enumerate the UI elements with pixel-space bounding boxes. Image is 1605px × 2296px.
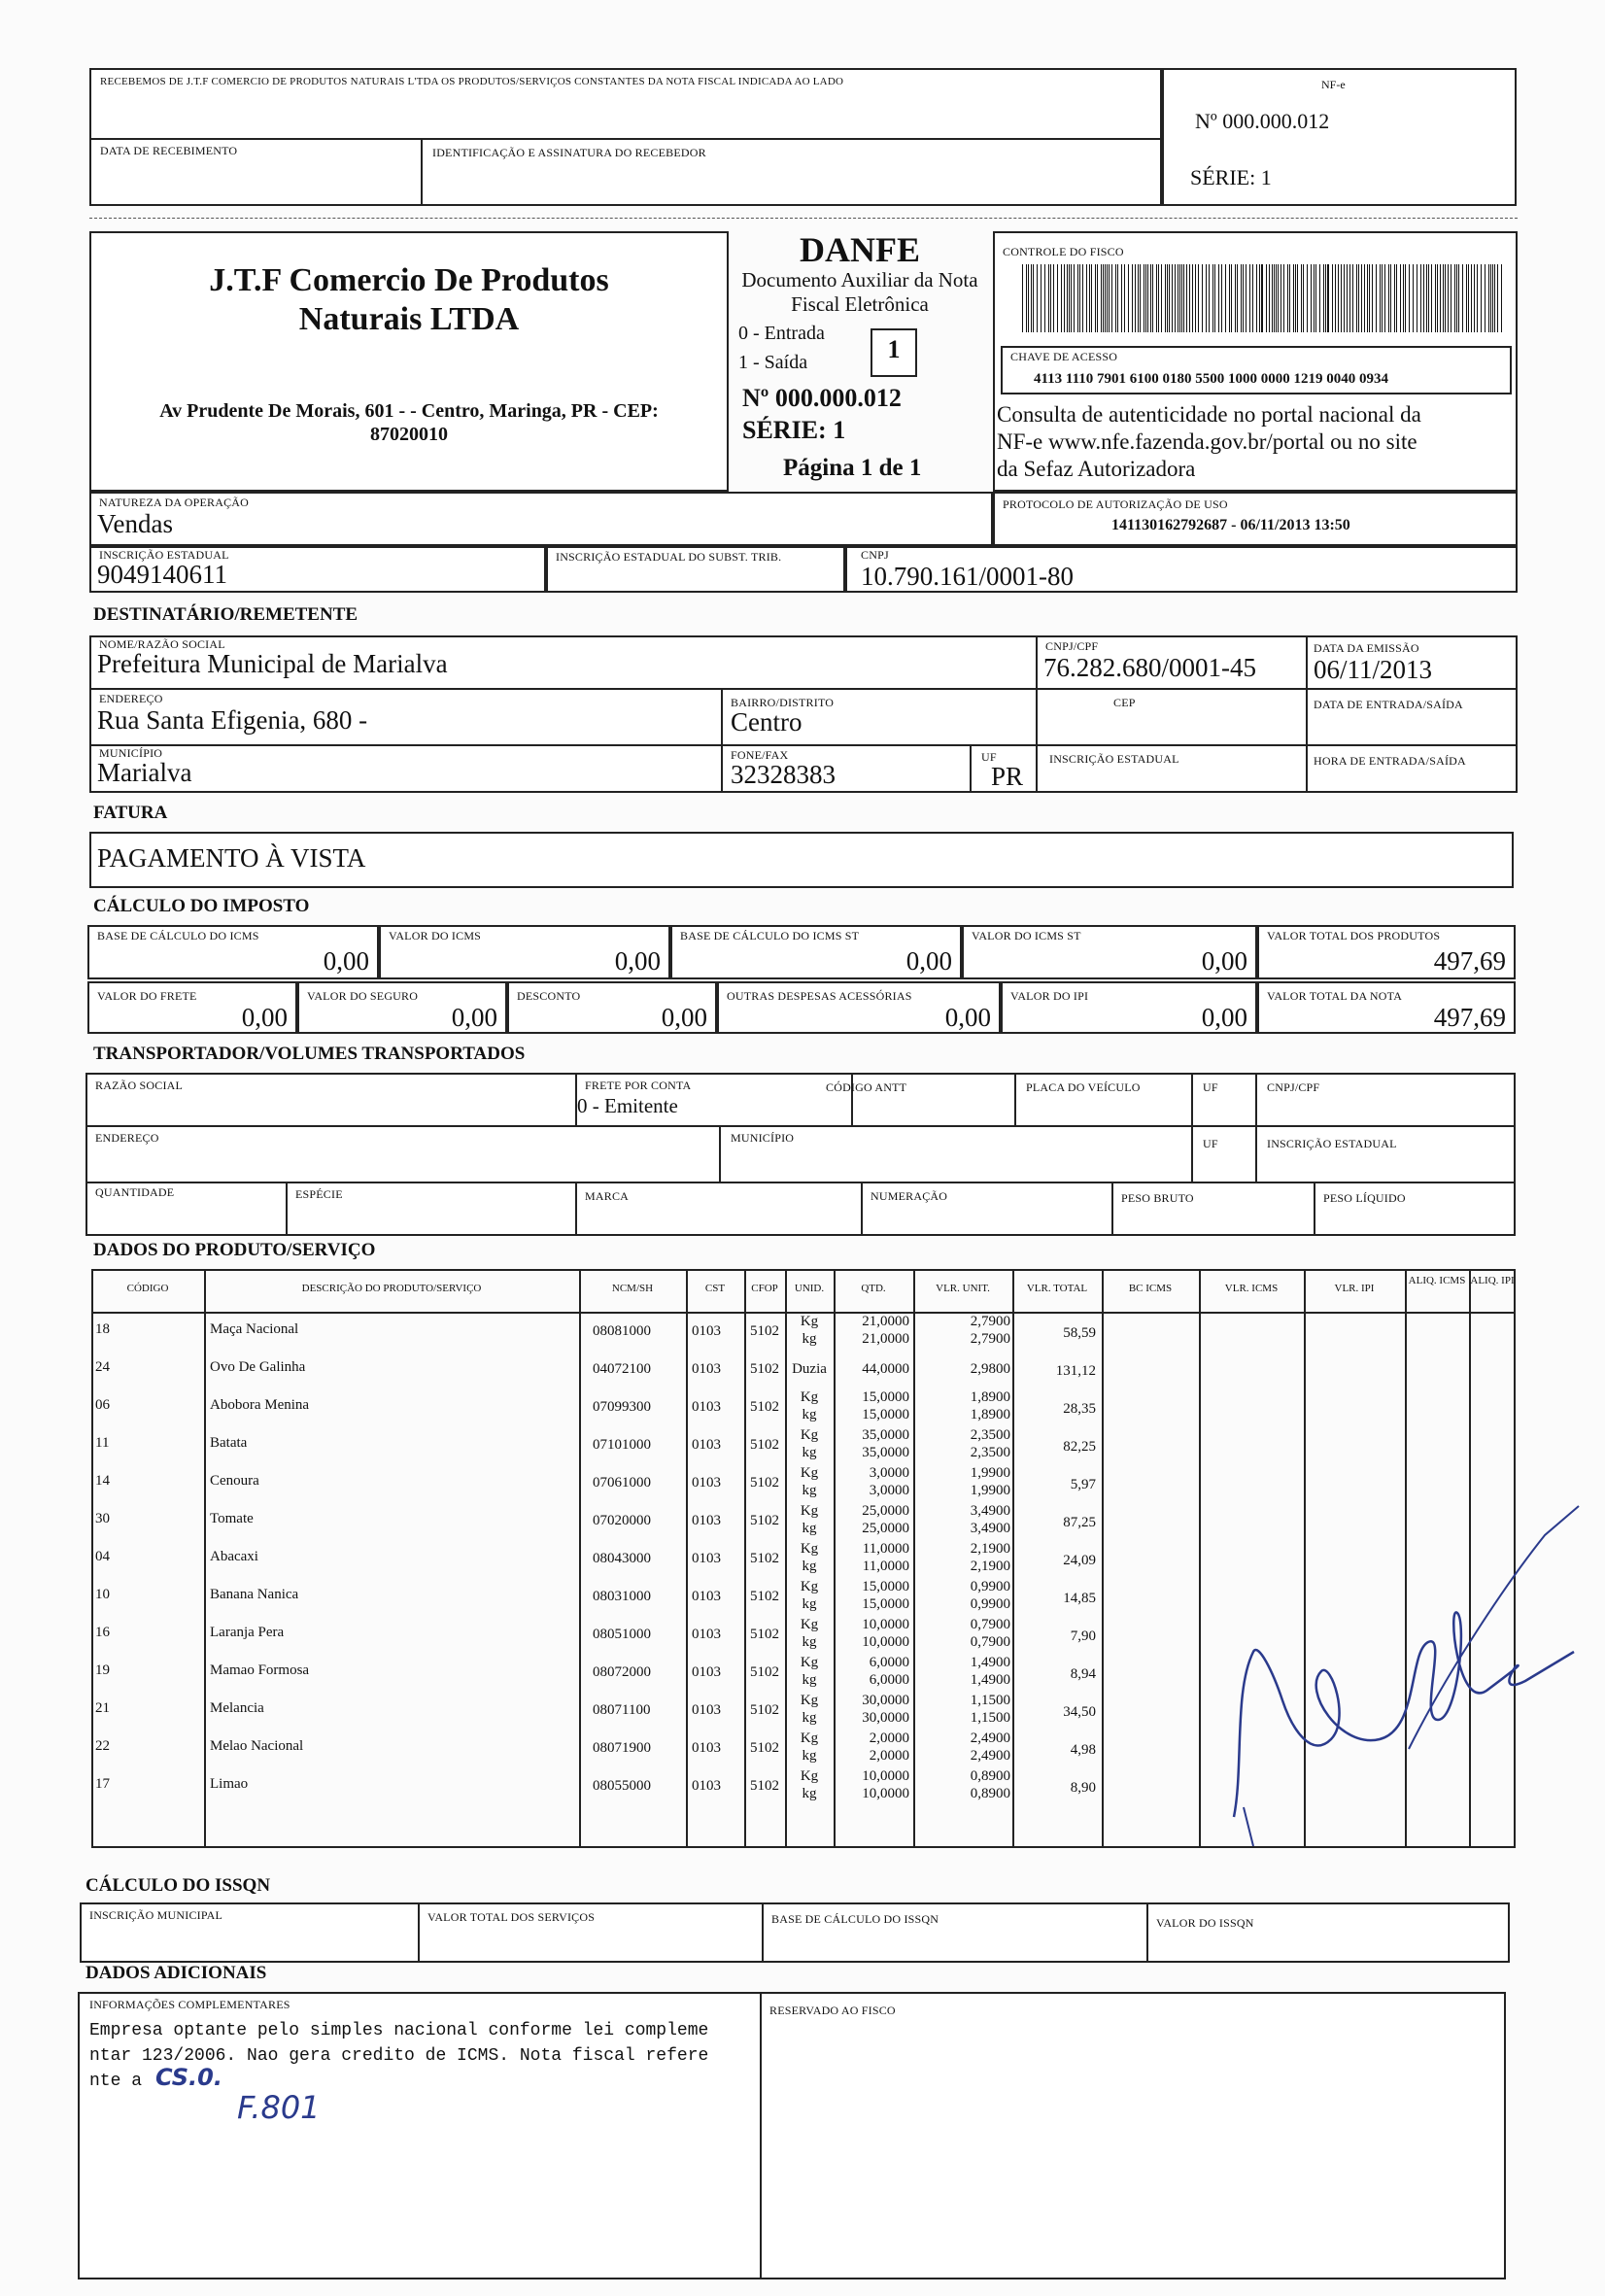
transp-liquido-label: PESO LÍQUIDO <box>1323 1191 1406 1205</box>
product-code: 17 <box>95 1776 110 1792</box>
product-desc: Batata <box>210 1435 248 1451</box>
product-unit-2: kg <box>802 1748 817 1764</box>
fatura-value: PAGAMENTO À VISTA <box>97 843 366 873</box>
imposto-value: 0,00 <box>944 1003 991 1032</box>
product-qty-2: 6,0000 <box>869 1672 909 1688</box>
product-desc: Melao Nacional <box>210 1738 304 1754</box>
product-cst: 0103 <box>692 1437 721 1453</box>
transp-uf2-label: UF <box>1203 1137 1218 1150</box>
product-unit: Kg <box>800 1579 819 1594</box>
product-unit: Duzia <box>792 1361 827 1377</box>
product-unit-price: 1,8900 <box>970 1389 1010 1405</box>
product-ncm: 08031000 <box>593 1589 651 1604</box>
product-total: 8,90 <box>1070 1780 1096 1796</box>
product-qty: 35,0000 <box>862 1427 909 1443</box>
product-cfop: 5102 <box>750 1361 779 1377</box>
produtos-header-cell: CFOP <box>751 1283 778 1294</box>
product-cfop: 5102 <box>750 1740 779 1756</box>
canhoto-serie: SÉRIE: 1 <box>1190 165 1272 189</box>
danfe-pagina: Página 1 de 1 <box>783 455 922 481</box>
product-unit-2: kg <box>802 1710 817 1726</box>
protocolo-value: 141130162792687 - 06/11/2013 13:50 <box>1111 517 1350 533</box>
product-total: 24,09 <box>1063 1553 1096 1568</box>
product-cst: 0103 <box>692 1702 721 1718</box>
imposto-value: 0,00 <box>451 1003 497 1032</box>
ie-value: 9049140611 <box>97 560 227 589</box>
product-qty-2: 25,0000 <box>862 1521 909 1536</box>
transp-numeracao-label: NUMERAÇÃO <box>871 1189 948 1203</box>
canhoto-box <box>89 68 1162 206</box>
product-qty: 15,0000 <box>862 1389 909 1405</box>
danfe-entrada: 0 - Entrada <box>738 323 825 344</box>
handwritten-cso: CS.0. <box>155 2064 222 2091</box>
product-total: 82,25 <box>1063 1439 1096 1455</box>
dest-municipio: Marialva <box>97 758 192 787</box>
produtos-section: DADOS DO PRODUTO/SERVIÇO <box>93 1240 376 1260</box>
product-cfop: 5102 <box>750 1399 779 1415</box>
product-unit: Kg <box>800 1731 819 1746</box>
product-code: 11 <box>95 1435 110 1451</box>
product-cst: 0103 <box>692 1475 721 1491</box>
dest-municipio-label: MUNICÍPIO <box>99 746 163 760</box>
transp-antt-label: CÓDIGO ANTT <box>826 1080 907 1094</box>
product-qty-2: 15,0000 <box>862 1407 909 1422</box>
transp-razao-label: RAZÃO SOCIAL <box>95 1079 184 1092</box>
data-recebimento-label: DATA DE RECEBIMENTO <box>100 144 238 157</box>
product-unit: Kg <box>800 1389 819 1405</box>
danfe-sub1: Documento Auxiliar da Nota <box>741 268 978 291</box>
produtos-header-cell: NCM/SH <box>611 1283 654 1294</box>
product-unit-price: 2,3500 <box>970 1427 1010 1443</box>
imposto-value: 497,69 <box>1433 946 1506 976</box>
consulta-l1: Consulta de autenticidade no portal nacional da <box>997 402 1421 427</box>
product-qty: 2,0000 <box>869 1731 909 1746</box>
dest-endereco-label: ENDEREÇO <box>99 692 163 705</box>
product-qty-2: 15,0000 <box>862 1596 909 1612</box>
product-code: 18 <box>95 1321 110 1337</box>
iest-label: INSCRIÇÃO ESTADUAL DO SUBST. TRIB. <box>556 550 782 564</box>
product-desc: Abacaxi <box>210 1549 258 1564</box>
issqn-valor-label: VALOR DO ISSQN <box>1156 1916 1254 1930</box>
product-desc: Laranja Pera <box>210 1625 285 1640</box>
product-cst: 0103 <box>692 1513 721 1528</box>
emitente-endereco-l2: 87020010 <box>370 424 448 445</box>
produtos-col-line <box>744 1269 746 1848</box>
dest-cnpj: 76.282.680/0001-45 <box>1043 653 1256 682</box>
product-unit: Kg <box>800 1503 819 1519</box>
product-qty-2: 2,0000 <box>869 1748 909 1764</box>
product-cfop: 5102 <box>750 1664 779 1680</box>
transportador-box <box>85 1073 1516 1236</box>
product-unit-2: kg <box>802 1407 817 1422</box>
product-total: 58,59 <box>1063 1325 1096 1341</box>
product-qty: 6,0000 <box>869 1655 909 1670</box>
product-qty-2: 3,0000 <box>869 1483 909 1498</box>
product-unit-price-2: 2,1900 <box>970 1559 1010 1574</box>
product-qty-2: 30,0000 <box>862 1710 909 1726</box>
produtos-header-cell: UNID. <box>794 1283 825 1294</box>
product-unit-price: 1,1500 <box>970 1693 1010 1708</box>
product-code: 22 <box>95 1738 110 1754</box>
transp-qtd-label: QUANTIDADE <box>95 1185 175 1199</box>
danfe-tipo: 1 <box>887 335 901 363</box>
natureza-value: Vendas <box>97 509 173 538</box>
product-unit-price-2: 3,4900 <box>970 1521 1010 1536</box>
product-desc: Maça Nacional <box>210 1321 299 1337</box>
danfe-serie: SÉRIE: 1 <box>742 416 846 444</box>
produtos-col-line <box>1102 1269 1104 1848</box>
destinatario-section: DESTINATÁRIO/REMETENTE <box>93 604 359 625</box>
product-code: 06 <box>95 1397 110 1413</box>
consulta-l2: NF-e www.nfe.fazenda.gov.br/portal ou no site <box>997 429 1417 454</box>
product-desc: Ovo De Galinha <box>210 1359 306 1375</box>
natureza-label: NATUREZA DA OPERAÇÃO <box>99 496 250 509</box>
product-ncm: 08071100 <box>593 1702 651 1718</box>
produtos-header-cell: VLR. UNIT. <box>936 1283 990 1294</box>
product-cst: 0103 <box>692 1323 721 1339</box>
transp-cnpj-label: CNPJ/CPF <box>1267 1080 1320 1094</box>
product-cfop: 5102 <box>750 1437 779 1453</box>
product-cst: 0103 <box>692 1740 721 1756</box>
produtos-header-cell: CÓDIGO <box>126 1283 169 1294</box>
imposto-label: BASE DE CÁLCULO DO ICMS ST <box>680 929 860 942</box>
product-unit: Kg <box>800 1655 819 1670</box>
dest-uf: PR <box>991 762 1024 791</box>
product-ncm: 07101000 <box>593 1437 651 1453</box>
product-cst: 0103 <box>692 1551 721 1566</box>
product-qty: 3,0000 <box>869 1465 909 1481</box>
product-desc: Abobora Menina <box>210 1397 310 1413</box>
dest-emissao-label: DATA DA EMISSÃO <box>1314 641 1419 655</box>
emitente-nome-l2: Naturais LTDA <box>298 301 520 337</box>
product-ncm: 08043000 <box>593 1551 651 1566</box>
product-unit-price-2: 1,4900 <box>970 1672 1010 1688</box>
product-unit-price-2: 0,7900 <box>970 1634 1010 1650</box>
transp-placa-label: PLACA DO VEÍCULO <box>1026 1080 1141 1094</box>
dest-fone-label: FONE/FAX <box>731 748 789 762</box>
product-desc: Banana Nanica <box>210 1587 299 1602</box>
product-unit-price: 2,1900 <box>970 1541 1010 1557</box>
imposto-value: 0,00 <box>1201 946 1247 976</box>
product-cfop: 5102 <box>750 1475 779 1491</box>
transp-municipio-label: MUNICÍPIO <box>731 1131 795 1145</box>
product-cst: 0103 <box>692 1627 721 1642</box>
chave-label: CHAVE DE ACESSO <box>1010 350 1118 363</box>
ie-label: INSCRIÇÃO ESTADUAL <box>99 548 229 562</box>
imposto-label: VALOR DO ICMS <box>389 929 482 942</box>
product-ncm: 08071900 <box>593 1740 651 1756</box>
imposto-value: 0,00 <box>1201 1003 1247 1032</box>
dest-bairro: Centro <box>731 707 802 737</box>
product-unit-2: kg <box>802 1634 817 1650</box>
product-unit-2: kg <box>802 1483 817 1498</box>
product-unit: Kg <box>800 1768 819 1784</box>
imposto-label: VALOR TOTAL DOS PRODUTOS <box>1267 929 1441 942</box>
danfe-saida: 1 - Saída <box>738 352 808 373</box>
adicionais-section: DADOS ADICIONAIS <box>85 1963 267 1983</box>
imposto-label: VALOR DO SEGURO <box>307 989 419 1003</box>
issqn-total-label: VALOR TOTAL DOS SERVIÇOS <box>427 1910 596 1924</box>
imposto-section: CÁLCULO DO IMPOSTO <box>93 896 310 916</box>
product-unit-price-2: 2,4900 <box>970 1748 1010 1764</box>
product-total: 4,98 <box>1070 1742 1096 1758</box>
product-ncm: 07020000 <box>593 1513 651 1528</box>
product-unit-price: 1,4900 <box>970 1655 1010 1670</box>
product-desc: Limao <box>210 1776 249 1792</box>
product-unit: Kg <box>800 1541 819 1557</box>
product-cfop: 5102 <box>750 1702 779 1718</box>
product-total: 5,97 <box>1070 1477 1096 1492</box>
consulta-l3: da Sefaz Autorizadora <box>997 457 1196 481</box>
product-unit: Kg <box>800 1427 819 1443</box>
info-l1: Empresa optante pelo simples nacional conforme lei compleme <box>89 2021 709 2040</box>
product-qty: 11,0000 <box>862 1541 909 1557</box>
produtos-header-cell: QTD. <box>861 1283 886 1294</box>
product-cst: 0103 <box>692 1589 721 1604</box>
product-cfop: 5102 <box>750 1627 779 1642</box>
product-code: 24 <box>95 1359 110 1375</box>
product-desc: Melancia <box>210 1700 264 1716</box>
transportador-section: TRANSPORTADOR/VOLUMES TRANSPORTADOS <box>93 1044 526 1064</box>
imposto-value: 0,00 <box>241 1003 288 1032</box>
produtos-header-cell: CST <box>704 1283 726 1294</box>
product-total: 87,25 <box>1063 1515 1096 1530</box>
imposto-value: 497,69 <box>1433 1003 1506 1032</box>
product-unit: Kg <box>800 1465 819 1481</box>
product-code: 14 <box>95 1473 110 1489</box>
product-qty: 30,0000 <box>862 1693 909 1708</box>
product-total: 7,90 <box>1070 1628 1096 1644</box>
imposto-label: VALOR DO IPI <box>1010 989 1089 1003</box>
reservado-label: RESERVADO AO FISCO <box>769 2004 896 2017</box>
imposto-label: VALOR DO FRETE <box>97 989 197 1003</box>
product-qty: 15,0000 <box>862 1579 909 1594</box>
imposto-label: DESCONTO <box>517 989 581 1003</box>
transp-ie-label: INSCRIÇÃO ESTADUAL <box>1267 1137 1397 1150</box>
product-ncm: 04072100 <box>593 1361 651 1377</box>
product-qty-2: 21,0000 <box>862 1331 909 1347</box>
product-unit-2: kg <box>802 1672 817 1688</box>
product-unit-price-2: 2,7900 <box>970 1331 1010 1347</box>
product-unit-2: kg <box>802 1445 817 1460</box>
product-ncm: 08055000 <box>593 1778 651 1794</box>
cnpj-label: CNPJ <box>861 548 889 562</box>
product-qty: 10,0000 <box>862 1768 909 1784</box>
product-code: 10 <box>95 1587 110 1602</box>
dest-saida-label: DATA DE ENTRADA/SAÍDA <box>1314 698 1463 711</box>
dest-cnpj-label: CNPJ/CPF <box>1045 639 1099 653</box>
product-cst: 0103 <box>692 1664 721 1680</box>
transp-frete: 0 - Emitente <box>577 1094 678 1117</box>
product-ncm: 07061000 <box>593 1475 651 1491</box>
product-code: 21 <box>95 1700 110 1716</box>
dest-ie-label: INSCRIÇÃO ESTADUAL <box>1049 752 1179 766</box>
product-cst: 0103 <box>692 1399 721 1415</box>
canhoto-recebemos: RECEBEMOS DE J.T.F COMERCIO DE PRODUTOS NATURAIS L'TDA OS PRODUTOS/SERVIÇOS CONSTANTES DA NOTA FISCAL INDICADA AO LADO <box>100 76 844 87</box>
product-unit-price-2: 1,9900 <box>970 1483 1010 1498</box>
info-label: INFORMAÇÕES COMPLEMENTARES <box>89 1998 290 2011</box>
issqn-section: CÁLCULO DO ISSQN <box>85 1875 271 1896</box>
product-unit: Kg <box>800 1617 819 1632</box>
product-code: 04 <box>95 1549 110 1564</box>
product-code: 30 <box>95 1511 110 1526</box>
product-total: 8,94 <box>1070 1666 1096 1682</box>
produtos-header-cell: DESCRIÇÃO DO PRODUTO/SERVIÇO <box>301 1283 482 1294</box>
product-qty: 44,0000 <box>862 1361 909 1377</box>
produtos-header-cell: VLR. ICMS <box>1224 1283 1279 1294</box>
product-unit-2: kg <box>802 1596 817 1612</box>
chave-acesso: 4113 1110 7901 6100 0180 5500 1000 0000 1219 0040 0934 <box>1034 371 1389 387</box>
product-unit-price: 2,9800 <box>970 1361 1010 1377</box>
cnpj-value: 10.790.161/0001-80 <box>861 562 1074 591</box>
product-unit-price: 0,7900 <box>970 1617 1010 1632</box>
produtos-header-cell: BC ICMS <box>1128 1283 1173 1294</box>
product-cfop: 5102 <box>750 1323 779 1339</box>
issqn-base-label: BASE DE CÁLCULO DO ISSQN <box>771 1912 939 1926</box>
product-cfop: 5102 <box>750 1513 779 1528</box>
product-desc: Mamao Formosa <box>210 1662 310 1678</box>
dest-nome: Prefeitura Municipal de Marialva <box>97 649 448 678</box>
dest-bairro-label: BAIRRO/DISTRITO <box>731 696 835 709</box>
produtos-col-line <box>686 1269 688 1848</box>
imposto-label: VALOR DO ICMS ST <box>972 929 1081 942</box>
product-unit-2: kg <box>802 1521 817 1536</box>
produtos-col-line <box>204 1269 206 1848</box>
product-unit-2: kg <box>802 1786 817 1801</box>
product-total: 34,50 <box>1063 1704 1096 1720</box>
product-unit-price: 1,9900 <box>970 1465 1010 1481</box>
product-code: 16 <box>95 1625 110 1640</box>
emitente-nome-l1: J.T.F Comercio De Produtos <box>209 262 609 298</box>
produtos-col-line <box>579 1269 581 1848</box>
product-ncm: 07099300 <box>593 1399 651 1415</box>
product-unit-price: 3,4900 <box>970 1503 1010 1519</box>
product-cst: 0103 <box>692 1361 721 1377</box>
danfe-sub2: Fiscal Eletrônica <box>791 292 929 316</box>
product-total: 131,12 <box>1055 1363 1096 1379</box>
barcode-icon <box>1022 264 1508 332</box>
imposto-value: 0,00 <box>614 946 661 976</box>
produtos-header-cell: VLR. TOTAL <box>1026 1283 1088 1294</box>
produtos-col-line <box>1199 1269 1201 1848</box>
product-qty-2: 10,0000 <box>862 1786 909 1801</box>
produtos-header-cell: ALIQ. ICMS <box>1408 1275 1466 1286</box>
danfe-title: DANFE <box>800 230 920 269</box>
product-desc: Tomate <box>210 1511 254 1526</box>
danfe-numero: Nº 000.000.012 <box>742 384 902 412</box>
transp-bruto-label: PESO BRUTO <box>1121 1191 1194 1205</box>
transp-especie-label: ESPÉCIE <box>295 1187 343 1201</box>
controle-label: CONTROLE DO FISCO <box>1003 245 1124 258</box>
signature-icon <box>1214 1496 1584 1866</box>
product-unit-price: 2,4900 <box>970 1731 1010 1746</box>
fatura-section: FATURA <box>93 803 168 823</box>
product-qty: 10,0000 <box>862 1617 909 1632</box>
produtos-header-cell: ALIQ. IPI <box>1470 1275 1515 1286</box>
transp-endereco-label: ENDEREÇO <box>95 1131 159 1145</box>
info-l2: ntar 123/2006. Nao gera credito de ICMS. Nota fiscal refere <box>89 2046 709 2066</box>
product-unit-price: 2,7900 <box>970 1314 1010 1329</box>
product-unit-price-2: 0,8900 <box>970 1786 1010 1801</box>
imposto-label: VALOR TOTAL DA NOTA <box>1267 989 1403 1003</box>
dest-emissao: 06/11/2013 <box>1314 655 1433 684</box>
dest-hora-label: HORA DE ENTRADA/SAÍDA <box>1314 754 1466 768</box>
product-qty-2: 35,0000 <box>862 1445 909 1460</box>
dest-uf-label: UF <box>981 750 997 764</box>
identificacao-label: IDENTIFICAÇÃO E ASSINATURA DO RECEBEDOR <box>432 146 706 159</box>
dest-endereco: Rua Santa Efigenia, 680 - <box>97 705 368 735</box>
product-unit-price-2: 0,9900 <box>970 1596 1010 1612</box>
dest-fone: 32328383 <box>731 760 836 789</box>
product-total: 14,85 <box>1063 1591 1096 1606</box>
product-ncm: 08072000 <box>593 1664 651 1680</box>
canhoto-numero: Nº 000.000.012 <box>1195 109 1330 133</box>
product-qty: 25,0000 <box>862 1503 909 1519</box>
product-unit-price-2: 1,1500 <box>970 1710 1010 1726</box>
imposto-value: 0,00 <box>661 1003 707 1032</box>
imposto-label: OUTRAS DESPESAS ACESSÓRIAS <box>727 989 912 1003</box>
handwritten-f801: F.801 <box>237 2089 321 2126</box>
product-qty-2: 10,0000 <box>862 1634 909 1650</box>
product-cfop: 5102 <box>750 1778 779 1794</box>
imposto-label: BASE DE CÁLCULO DO ICMS <box>97 929 259 942</box>
info-l3: nte a <box>89 2072 143 2091</box>
product-ncm: 08081000 <box>593 1323 651 1339</box>
dest-nome-label: NOME/RAZÃO SOCIAL <box>99 637 225 651</box>
product-qty-2: 11,0000 <box>862 1559 909 1574</box>
product-qty: 21,0000 <box>862 1314 909 1329</box>
transp-marca-label: MARCA <box>585 1189 630 1203</box>
transp-uf-label: UF <box>1203 1080 1218 1094</box>
dest-cep-label: CEP <box>1113 696 1136 709</box>
imposto-value: 0,00 <box>905 946 952 976</box>
product-cfop: 5102 <box>750 1551 779 1566</box>
protocolo-label: PROTOCOLO DE AUTORIZAÇÃO DE USO <box>1003 497 1228 511</box>
emitente-endereco-l1: Av Prudente De Morais, 601 - - Centro, Maringa, PR - CEP: <box>159 400 659 422</box>
product-unit-price-2: 2,3500 <box>970 1445 1010 1460</box>
produtos-header-cell: VLR. IPI <box>1334 1283 1375 1294</box>
product-unit-price-2: 1,8900 <box>970 1407 1010 1422</box>
product-cst: 0103 <box>692 1778 721 1794</box>
product-total: 28,35 <box>1063 1401 1096 1417</box>
product-unit-price: 0,9900 <box>970 1579 1010 1594</box>
product-unit: Kg <box>800 1693 819 1708</box>
canhoto-nfe-label: NF-e <box>1321 78 1346 91</box>
transp-frete-label: FRETE POR CONTA <box>585 1079 692 1092</box>
imposto-value: 0,00 <box>323 946 369 976</box>
product-cfop: 5102 <box>750 1589 779 1604</box>
product-code: 19 <box>95 1662 110 1678</box>
product-unit-2: kg <box>802 1331 817 1347</box>
product-desc: Cenoura <box>210 1473 259 1489</box>
issqn-insc-label: INSCRIÇÃO MUNICIPAL <box>89 1908 223 1922</box>
product-unit-price: 0,8900 <box>970 1768 1010 1784</box>
product-unit: Kg <box>800 1314 819 1329</box>
product-unit-2: kg <box>802 1559 817 1574</box>
product-ncm: 08051000 <box>593 1627 651 1642</box>
